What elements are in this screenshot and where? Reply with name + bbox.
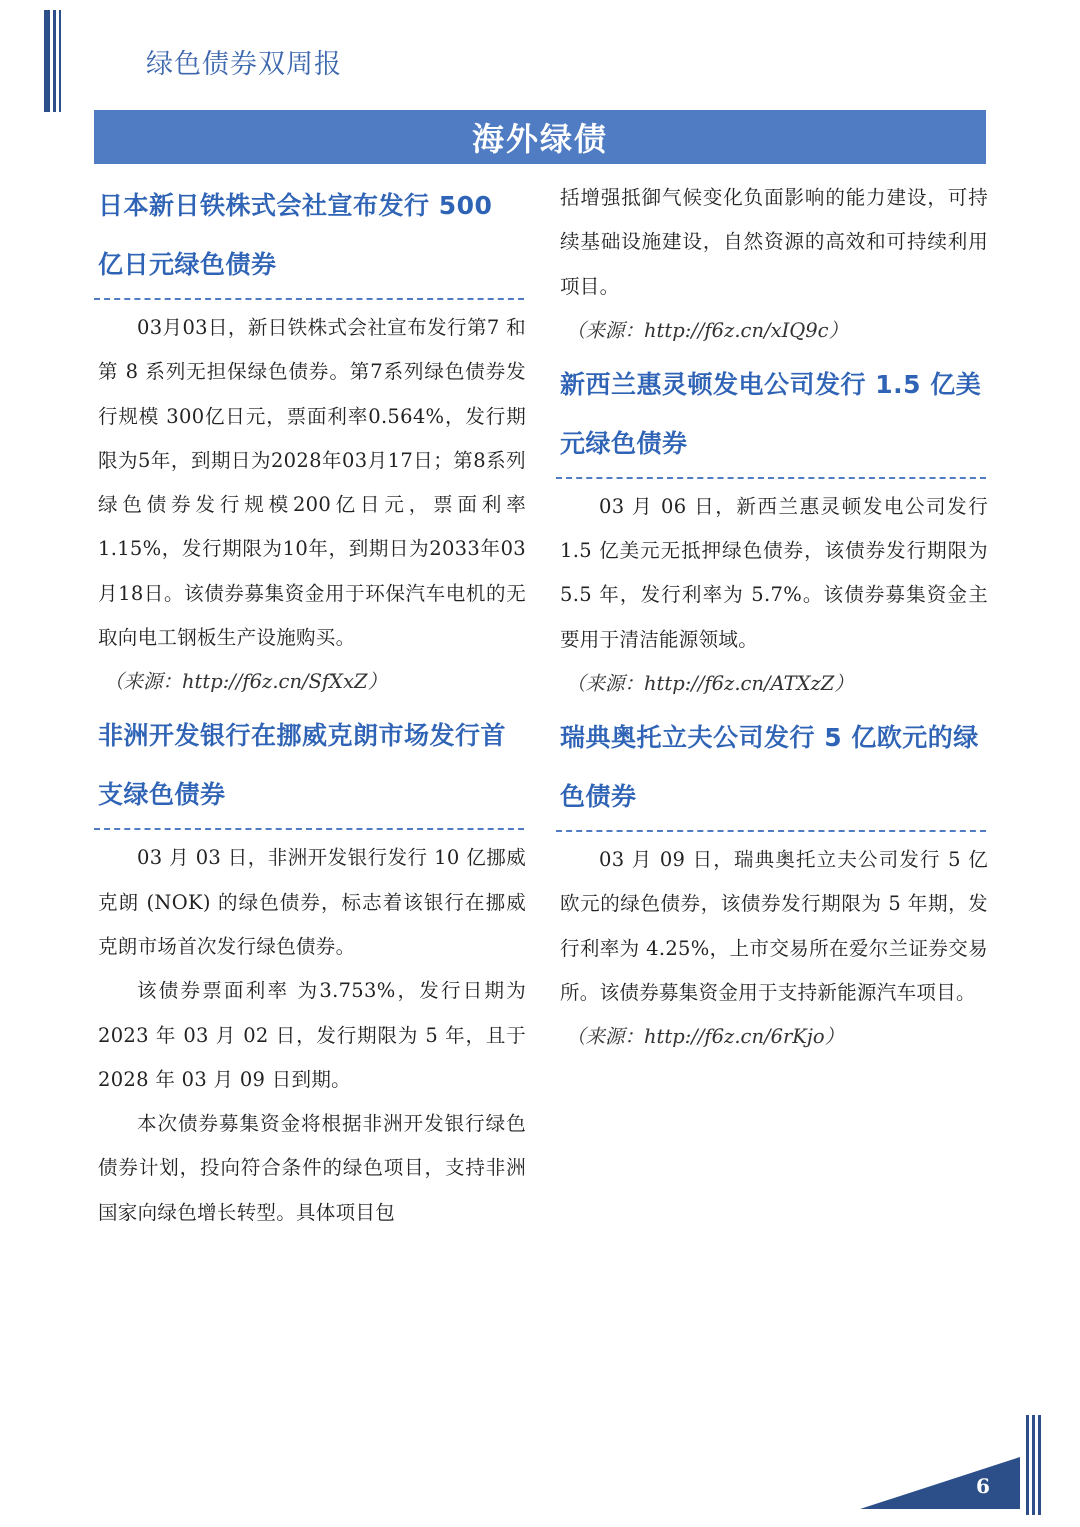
- article-paragraph: 03 月 03 日，非洲开发银行发行 10 亿挪威克朗 (NOK) 的绿色债券，标志着该银行在挪威克朗市场首次发行绿色债券。: [98, 846, 526, 958]
- section-banner: [94, 110, 986, 164]
- article-headline: 非洲开发银行在挪威克朗市场发行首支绿色债券: [98, 721, 507, 810]
- article-nippon-steel: [98, 176, 526, 704]
- decorative-bar: [59, 10, 61, 112]
- article-source: （来源：http://f6z.cn/6rKjo）: [566, 1025, 845, 1049]
- article-source: （来源：http://f6z.cn/SfXxZ）: [104, 670, 388, 694]
- decorative-bar: [1032, 1415, 1035, 1515]
- section-title: 海外绿债: [471, 120, 608, 158]
- article-headline: 日本新日铁株式会社宣布发行 500 亿日元绿色债券: [98, 191, 493, 279]
- article-source: （来源：http://f6z.cn/ATXzZ）: [566, 672, 854, 696]
- article-paragraph: 该债券票面利率 为3.753%，发行日期为2023 年 03 月 02 日，发行期限为 5 年，且于2028 年 03 月 09 日到期。: [98, 979, 526, 1091]
- dashed-divider: [94, 298, 524, 300]
- report-title: 绿色债券双周报: [146, 49, 342, 80]
- article-headline: 瑞典奥托立夫公司发行 5 亿欧元的绿色债券: [560, 723, 979, 812]
- right-column: [560, 176, 988, 1061]
- article-wellington: [560, 355, 988, 706]
- dashed-divider: [556, 477, 986, 479]
- left-column: [98, 176, 526, 1235]
- article-paragraph: 本次债券募集资金将根据非洲开发银行绿色债券计划，投向符合条件的绿色项目，支持非洲国家向绿色增长转型。具体项目包: [98, 1112, 526, 1224]
- article-continuation: 括增强抵御气候变化负面影响的能力建设，可持续基础设施建设，自然资源的高效和可持续利用项目。: [560, 186, 988, 298]
- dashed-divider: [556, 830, 986, 832]
- page-number: 6: [976, 1474, 990, 1498]
- article-paragraph: 03 月 06 日，新西兰惠灵顿发电公司发行1.5 亿美元无抵押绿色债券，该债券发行期限为 5.5 年，发行利率为 5.7%。该债券募集资金主要用于清洁能源领域。: [560, 494, 988, 651]
- article-headline: 新西兰惠灵顿发电公司发行 1.5 亿美元绿色债券: [560, 369, 982, 458]
- dashed-divider: [94, 828, 524, 830]
- article-paragraph: 03月03日，新日铁株式会社宣布发行第7 和第 8 系列无担保绿色债券。第7系列绿色债券发行规模 300亿日元，票面利率0.564%，发行期限为5年，到期日为2028年03月17日；第8系列绿色债券发行规模200亿日元，票面利率1.15%，发行期限为10年，到期日为2033年03月18日。该债券募集资金用于环保汽车电机的无取向电工钢板生产设施购买。: [98, 316, 526, 650]
- decorative-bar: [53, 10, 56, 112]
- article-paragraph: 03 月 09 日，瑞典奥托立夫公司发行 5 亿欧元的绿色债券，该债券发行期限为 5 年期，发行利率为 4.25%，上市交易所在爱尔兰证券交易所。该债券募集资金用于支持新能源汽车项目。: [560, 848, 988, 1004]
- decorative-bar: [44, 10, 50, 112]
- article-afdb: [98, 706, 526, 1235]
- article-autoliv: [560, 708, 988, 1059]
- decorative-bar: [1026, 1415, 1029, 1515]
- decorative-bar: [1038, 1415, 1041, 1515]
- article-source: （来源：http://f6z.cn/xIQ9c）: [566, 318, 849, 342]
